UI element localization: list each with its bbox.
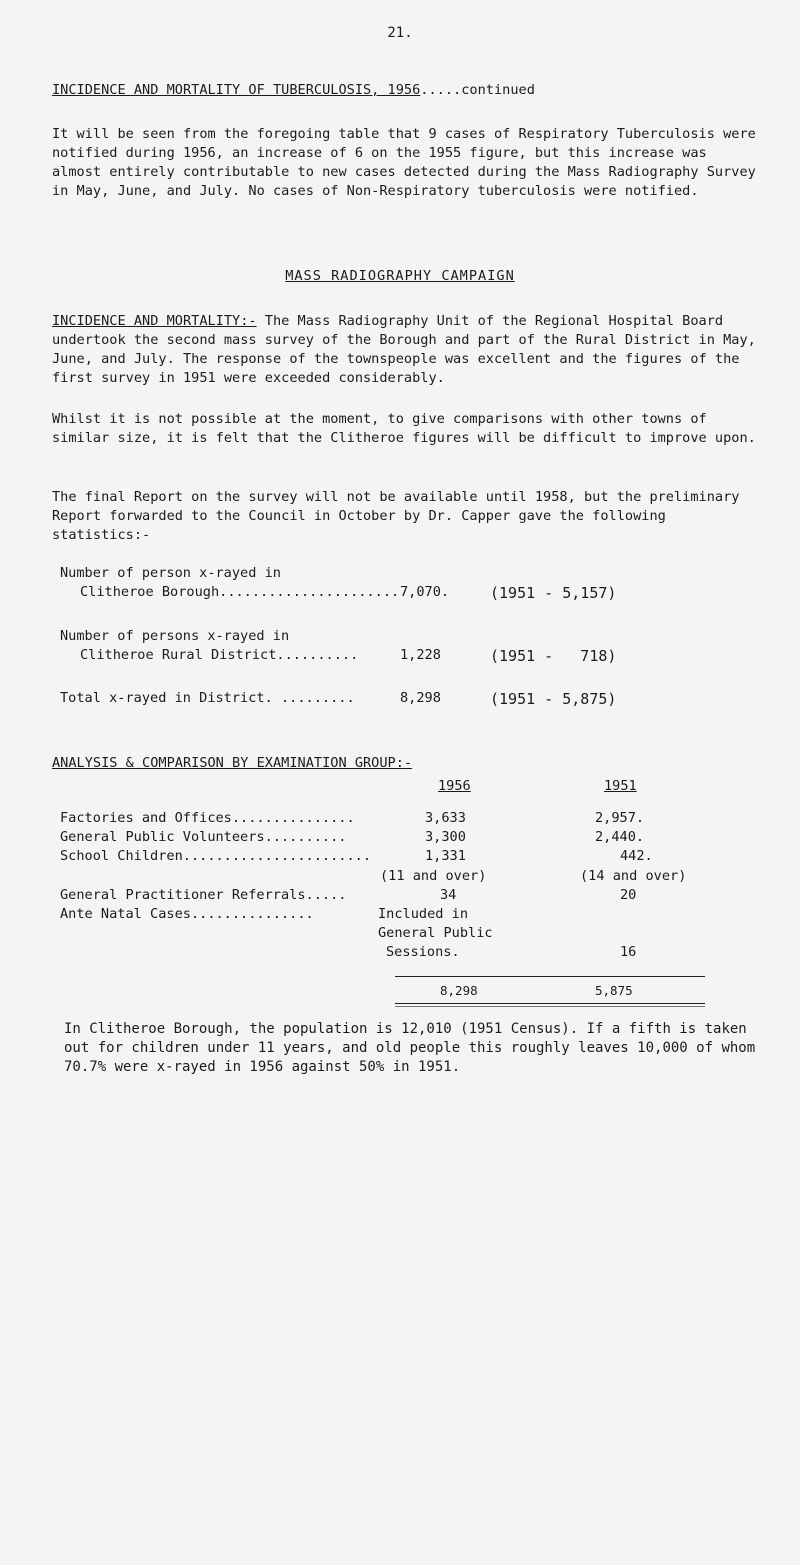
campaign-heading: MASS RADIOGRAPHY CAMPAIGN — [285, 268, 515, 284]
campaign-paragraph-2: Whilst it is not possible at the moment, to give comparisons with other towns of similar size, it is felt that the Clitheroe figures will be difficult to improve upon. — [52, 411, 756, 446]
total-rule-bottom — [395, 1003, 705, 1004]
intro-paragraph: It will be seen from the foregoing table that 9 cases of Respiratory Tuberculosis were notified during 1956, an increase of 6 on the 1955 figure, but this increase was almost entirely contributable to new cases detected during the Mass Radiography Survey in May, June, and July. No cases of Non-Respiratory tuberculosis were notified. — [52, 126, 765, 199]
analysis-heading-text: ANALYSIS & COMPARISON BY EXAMINATION GROUP:- — [52, 755, 413, 771]
total-1956: 8,298 — [440, 983, 478, 998]
column-header-1951: 1951 — [604, 778, 637, 794]
row-gp-label: General Practitioner Referrals..... — [60, 887, 347, 903]
stat-1-label-line1: Number of person x-rayed in — [60, 565, 281, 581]
stat-1-label-line2: Clitheroe Borough...................... — [80, 584, 400, 600]
page-number: 21. — [387, 25, 413, 41]
row-antenatal-1956-line3: Sessions. — [386, 944, 460, 960]
row-antenatal-1956-line2: General Public — [378, 925, 493, 941]
row-volunteers-label: General Public Volunteers.......... — [60, 829, 347, 845]
title-text: INCIDENCE AND MORTALITY OF TUBERCULOSIS, 1956 — [52, 82, 421, 98]
total-rule-double — [395, 1006, 705, 1007]
campaign-paragraph-1 — [52, 312, 764, 388]
total-1951: 5,875 — [595, 983, 633, 998]
stat-2-value: 1,228 — [400, 647, 441, 663]
row-age-note-1951: (14 and over) — [580, 868, 687, 884]
row-factories-label: Factories and Offices............... — [60, 810, 355, 826]
stat-2-label-line1: Number of persons x-rayed in — [60, 628, 290, 644]
campaign-subhead: INCIDENCE AND MORTALITY:- — [52, 313, 257, 329]
row-factories-1956: 3,633 — [425, 810, 466, 826]
row-gp-1956: 34 — [440, 887, 457, 903]
campaign-paragraph-3: The final Report on the survey will not be available until 1958, but the preliminary Report forwarded to the Council in October by Dr. Capper gave the following statistics:- — [52, 489, 748, 543]
page-title — [52, 82, 535, 98]
column-header-1956: 1956 — [438, 778, 471, 794]
row-age-note-1956: (11 and over) — [380, 868, 487, 884]
row-antenatal-1951: 16 — [620, 944, 637, 960]
row-school-1951: 442. — [620, 848, 653, 864]
row-antenatal-label: Ante Natal Cases............... — [60, 906, 314, 922]
stat-2-comparison: (1951 - 718) — [490, 647, 617, 665]
stat-1-comparison: (1951 - 5,157) — [490, 584, 617, 602]
row-school-1956: 1,331 — [425, 848, 466, 864]
row-volunteers-1956: 3,300 — [425, 829, 466, 845]
stat-3-value: 8,298 — [400, 690, 441, 706]
stat-2-label-line2: Clitheroe Rural District.......... — [80, 647, 359, 663]
title-suffix: .....continued — [420, 82, 535, 98]
row-volunteers-1951: 2,440. — [595, 829, 645, 845]
closing-paragraph: In Clitheroe Borough, the population is 12,010 (1951 Census). If a fifth is taken out for children under 11 years, and old people this roughly leaves 10,000 of whom 70.7% were x-rayed in 1956 against 50% in 1951. — [64, 1021, 764, 1075]
campaign-p1-text: The Mass Radiography Unit of the Regional Hospital Board undertook the second mass survey of the Borough and part of the Rural District in May, June, and July. The response of the townspeople was excellent and the figures of the first survey in 1951 were exceeded considerably. — [52, 313, 765, 386]
row-school-label: School Children....................... — [60, 848, 371, 864]
stat-1-value: 7,070. — [400, 584, 450, 600]
stat-3-comparison: (1951 - 5,875) — [490, 690, 617, 708]
stat-3-label: Total x-rayed in District. ......... — [60, 690, 355, 706]
total-rule-top — [395, 976, 705, 977]
row-antenatal-1956: Included in — [378, 906, 469, 922]
row-factories-1951: 2,957. — [595, 810, 645, 826]
row-gp-1951: 20 — [620, 887, 637, 903]
analysis-heading — [52, 755, 412, 771]
